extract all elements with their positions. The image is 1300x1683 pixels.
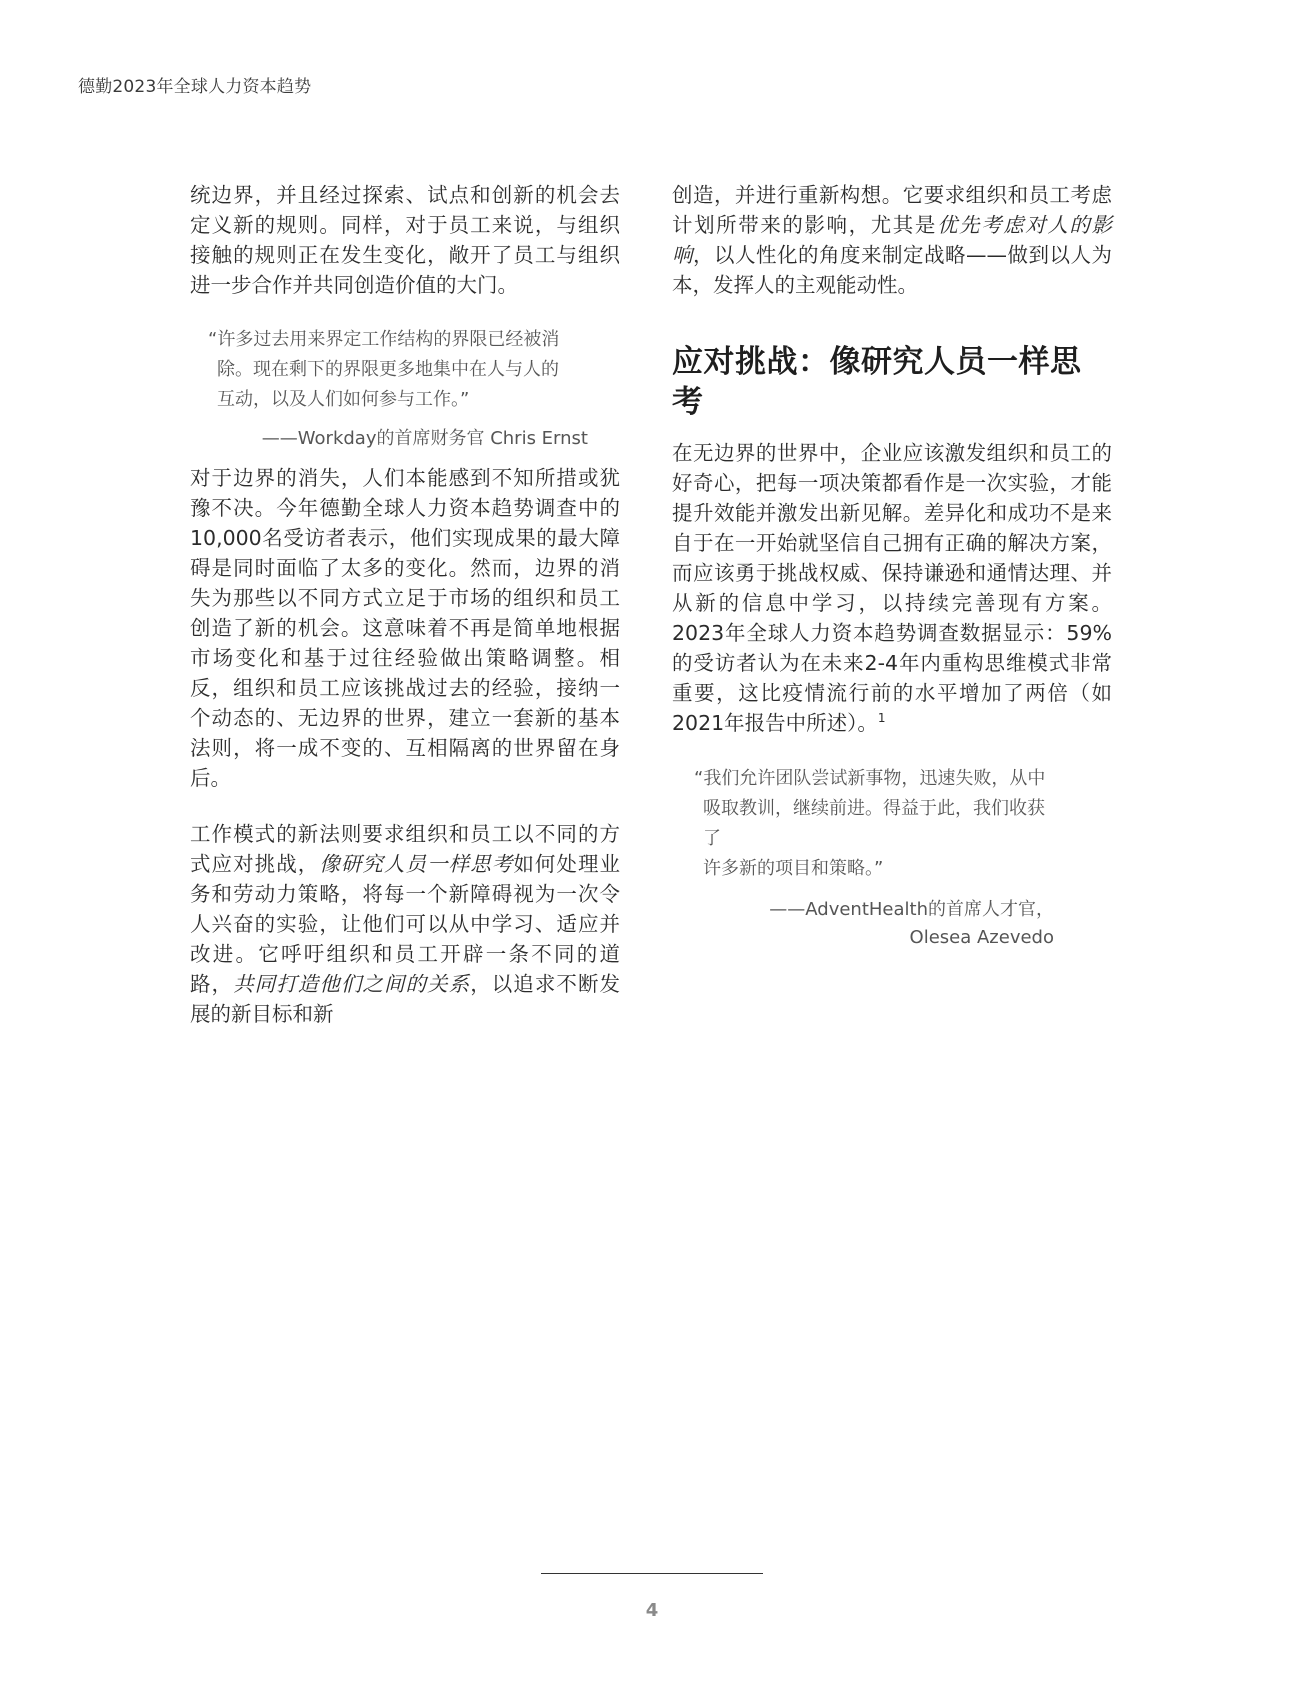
section-heading: 应对挑战：像研究人员一样思考 — [672, 344, 1082, 420]
page-number: 4 — [645, 1600, 659, 1621]
para-text: 创造，并进行重新构想。它要求组织和员工考虑计划所带来的影响，尤其是 — [672, 183, 1112, 237]
quote-text — [694, 764, 1054, 884]
right-paragraph-2 — [672, 438, 1112, 738]
emphasis-text: 像研究人员一样思考 — [319, 852, 514, 876]
emphasis-text: 共同打造他们之间的关系 — [233, 972, 471, 996]
left-paragraph-1: 统边界，并且经过探索、试点和创新的机会去定义新的规则。同样，对于员工来说，与组织接触的规则正在发生变化，敞开了员工与组织进一步合作并共同创造价值的大门。 — [190, 183, 620, 297]
pull-quote-adventhealth — [672, 764, 1054, 952]
quote-line: 互动，以及人们如何参与工作。” — [217, 389, 470, 410]
para-text: ，以追求不断发展的新目标和新 — [190, 972, 621, 1026]
right-column — [672, 180, 1112, 952]
right-paragraph-1 — [672, 180, 1112, 300]
para-text: 如何处理业务和劳动力策略，将每一个新障碍视为一次令人兴奋的实验，让他们可以从中学习、适应并改进。它呼吁组织和员工开辟一条不同的道路， — [190, 852, 621, 996]
para-text: ，以人性化的角度来制定战略——做到以人为本，发挥人的主观能动性。 — [672, 243, 1112, 297]
quote-attribution: ——Workday的首席财务官 Chris Ernst — [261, 428, 588, 449]
footnote-reference[interactable]: 1 — [877, 711, 886, 726]
running-header: 德勤2023年全球人力资本趋势 — [78, 77, 312, 97]
para-text: 工作模式的新法则要求组织和员工以不同的方式应对挑战， — [190, 822, 620, 876]
pull-quote-workday — [190, 325, 588, 453]
quote-line: 许多新的项目和策略。” — [703, 858, 884, 879]
left-column — [190, 180, 620, 1029]
quote-line: 除。现在剩下的界限更多地集中在人与人的 — [217, 359, 559, 380]
quote-line: 吸取教训，继续前进。得益于此，我们收获了 — [703, 798, 1045, 849]
footer-divider — [541, 1573, 763, 1574]
attribution-line: Olesea Azevedo — [909, 927, 1054, 948]
quote-line: “许多过去用来界定工作结构的界限已经被消 — [208, 329, 560, 350]
quote-attribution — [694, 896, 1054, 952]
attribution-line: ——AdventHealth的首席人才官， — [769, 899, 1054, 920]
left-paragraph-2: 对于边界的消失，人们本能感到不知所措或犹豫不决。今年德勤全球人力资本趋势调查中的10,000名受访者表示，他们实现成果的最大障碍是同时面临了太多的变化。然而，边界的消失为那些以不同方式立足于市场的组织和员工创造了新的机会。这意味着不再是简单地根据市场变化和基于过往经验做出策略调整。相反，组织和员工应该挑战过去的经验，接纳一个动态的、无边界的世界，建立一套新的基本法则，将一成不变的、互相隔离的世界留在身后。 — [190, 466, 620, 790]
quote-text — [208, 325, 588, 415]
para-text: 在无边界的世界中，企业应该激发组织和员工的好奇心，把每一项决策都看作是一次实验，才能提升效能并激发出新见解。差异化和成功不是来自于在一开始就坚信自己拥有正确的解决方案，而应该勇于挑战权威、保持谦逊和通情达理、并从新的信息中学习，以持续完善现有方案。2023年全球人力资本趋势调查数据显示：59%的受访者认为在未来2-4年内重构思维模式非常重要，这比疫情流行前的水平增加了两倍（如2021年报告中所述）。 — [672, 441, 1112, 735]
quote-line: “我们允许团队尝试新事物，迅速失败，从中 — [694, 768, 1046, 789]
emphasis-text: 优先考虑对人的影响 — [672, 213, 1113, 267]
left-paragraph-3 — [190, 819, 620, 1029]
